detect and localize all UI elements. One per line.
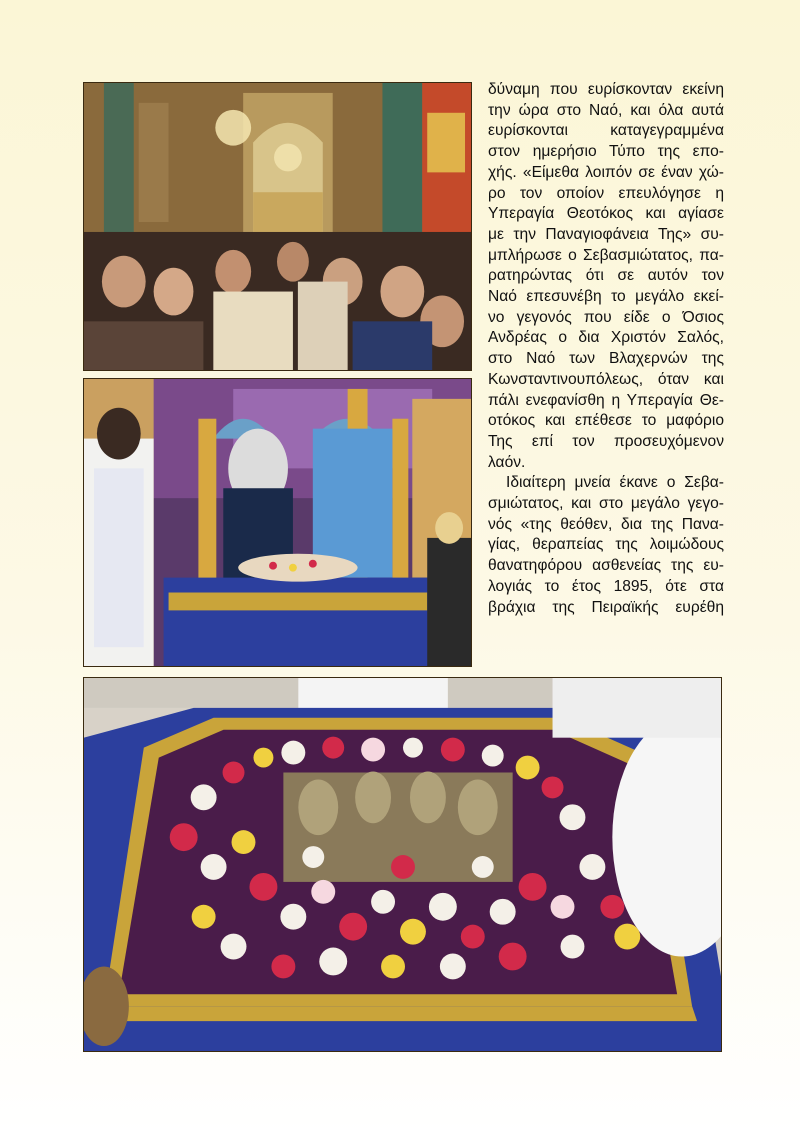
article-paragraph-2 xyxy=(488,473,724,618)
text-line: Υπεραγία Θεοτόκος και αγίασε xyxy=(488,205,724,223)
text-line: ρο τον οποίον επευλόγησε η xyxy=(488,184,724,202)
text-line: δύναμη που ευρίσκονταν εκείνη xyxy=(488,81,724,98)
text-line: λογιάς το έτος 1895, ότε στα xyxy=(488,577,724,595)
text-line: Ναό επεσυνέβη το μεγάλο εκεί- xyxy=(488,288,724,306)
text-line: θανατηφόρου ασθενείας της ευ- xyxy=(488,557,724,575)
text-line: στο Ναό των Βλαχερνών της xyxy=(488,350,724,368)
text-line: γίας, θεραπείας της λοιμώδους xyxy=(488,536,724,554)
text-line: νός «της θεόθεν, δια της Πανα- xyxy=(488,515,724,533)
text-line: Της επί τον προσευχόμενον xyxy=(488,432,724,450)
text-line: μπλήρωσε ο Σεβασμιώτατος, πα- xyxy=(488,246,724,264)
photo-icon-with-petals xyxy=(83,677,722,1052)
article-paragraph-1 xyxy=(488,80,724,473)
text-line: ευρίσκονται καταγεγραμμένα xyxy=(488,122,724,140)
text-line: με την Παναγιοφάνεια Της» συ- xyxy=(488,225,724,243)
text-line: Ανδρέας ο δια Χριστόν Σαλός, xyxy=(488,329,724,347)
text-line: σμιώτατος, και στο μεγάλο γεγο- xyxy=(488,495,724,513)
text-line: βράχια της Πειραϊκής ευρέθη xyxy=(488,598,724,616)
text-line: στον ημερήσιο Τύπο της επο- xyxy=(488,143,724,161)
text-line: νο γεγονός που είδε ο Όσιος xyxy=(488,308,724,326)
text-line: την ώρα στο Ναό, και όλα αυτά xyxy=(488,101,724,119)
article-text-column xyxy=(488,80,724,618)
text-line: Ιδιαίτερη μνεία έκανε ο Σεβα- xyxy=(506,474,724,492)
text-line: χής. «Είμεθα λοιπόν σε έναν χώ- xyxy=(488,163,724,181)
text-line: οτόκος και επέθεσε το μαφόριο xyxy=(488,412,724,430)
text-line: λαόν. xyxy=(488,453,526,471)
text-line: πάλι ενεφανίσθη η Υπεραγία Θε- xyxy=(488,391,724,409)
text-line: ρατηρώντας ότι σε αυτόν τον xyxy=(488,267,724,285)
text-line: Κωνσταντινουπόλεως, όταν και xyxy=(488,370,724,388)
photo-church-interior xyxy=(83,82,472,371)
photo-bishop-blessing xyxy=(83,378,472,667)
